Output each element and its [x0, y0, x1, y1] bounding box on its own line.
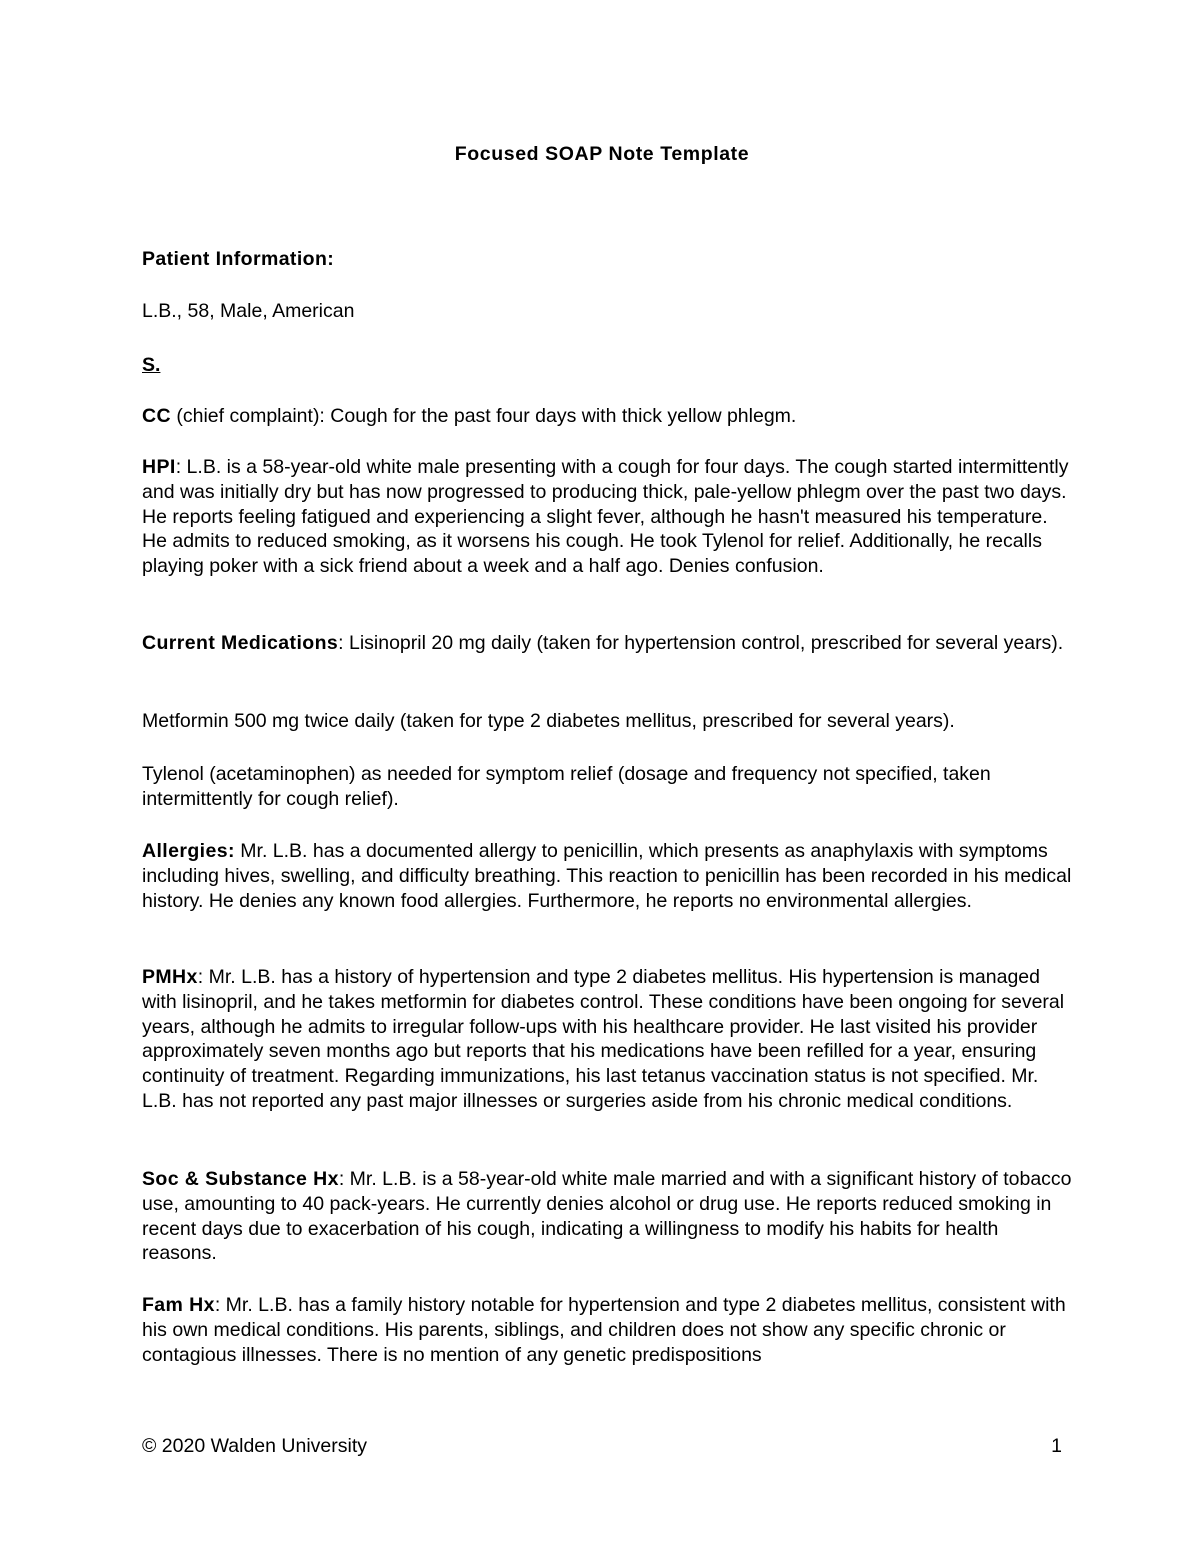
pmhx-label: PMHx	[142, 966, 198, 988]
soc-substance-hx-text: : Mr. L.B. is a 58-year-old white male married and with a significant history of tobacco use, amounting to 40 pack-years. He currently denies alcohol or drug use. He reports reduced smoking in recent days due to exacerbation of his cough, indicating a willingness to modify his habits for health reasons.	[142, 1168, 1072, 1265]
patient-info: L.B., 58, Male, American	[142, 300, 355, 322]
fam-hx-text: : Mr. L.B. has a family history notable for hypertension and type 2 diabetes mellitus, consistent with his own medical conditions. His parents, siblings, and children does not show any specific chronic or contagious illnesses. There is no mention of any genetic predispositions	[142, 1294, 1066, 1366]
current-medications-label: Current Medications	[142, 632, 339, 654]
allergies-paragraph	[142, 839, 1072, 913]
current-medications-text: : Lisinopril 20 mg daily (taken for hypertension control, prescribed for several years).	[338, 632, 1064, 654]
hpi-text: : L.B. is a 58-year-old white male presenting with a cough for four days. The cough started intermittently and was initially dry but has now progressed to producing thick, pale-yellow phlegm over the past two days. He reports feeling fatigued and experiencing a slight fever, although he hasn't measured his temperature. He admits to reduced smoking, as it worsens his cough. He took Tylenol for relief. Additionally, he recalls playing poker with a sick friend about a week and a half ago. Denies confusion.	[142, 456, 1069, 578]
page-number: 1	[1051, 1435, 1062, 1457]
pmhx-paragraph	[142, 965, 1072, 1114]
cc-paragraph	[142, 404, 1072, 429]
medication-tylenol: Tylenol (acetaminophen) as needed for symptom relief (dosage and frequency not specified, taken intermittently for cough relief).	[142, 763, 991, 810]
fam-hx-label: Fam Hx	[142, 1294, 215, 1316]
hpi-paragraph	[142, 455, 1072, 579]
current-medications-paragraph	[142, 631, 1072, 656]
fam-hx-paragraph	[142, 1293, 1072, 1367]
patient-info-heading: Patient Information:	[142, 248, 335, 270]
document-title: Focused SOAP Note Template	[454, 143, 750, 165]
soc-substance-hx-paragraph	[142, 1167, 1072, 1266]
section-s-heading: S.	[142, 354, 161, 376]
hpi-label: HPI	[142, 456, 176, 478]
cc-text: (chief complaint): Cough for the past four days with thick yellow phlegm.	[170, 405, 797, 427]
allergies-text: Mr. L.B. has a documented allergy to penicillin, which presents as anaphylaxis with symptoms including hives, swelling, and difficulty breathing. This reaction to penicillin has been recorded in his medical history. He denies any known food allergies. Furthermore, he reports no environmental allergies.	[142, 840, 1072, 912]
cc-label: CC	[142, 405, 171, 427]
soc-substance-hx-label: Soc & Substance Hx	[142, 1168, 339, 1190]
pmhx-text: : Mr. L.B. has a history of hypertension and type 2 diabetes mellitus. His hypertension is managed with lisinopril, and he takes metformin for diabetes control. These conditions have been ongoing for several years, although he admits to irregular follow-ups with his healthcare provider. He last visited his provider approximately seven months ago but reports that his medications have been refilled for a year, ensuring continuity of treatment. Regarding immunizations, his last tetanus vaccination status is not specified. Mr. L.B. has not reported any past major illnesses or surgeries aside from his chronic medical conditions.	[142, 966, 1065, 1112]
copyright-text: © 2020 Walden University	[142, 1435, 367, 1457]
medication-metformin: Metformin 500 mg twice daily (taken for type 2 diabetes mellitus, prescribed for several years).	[142, 710, 955, 732]
allergies-label: Allergies:	[142, 840, 235, 862]
